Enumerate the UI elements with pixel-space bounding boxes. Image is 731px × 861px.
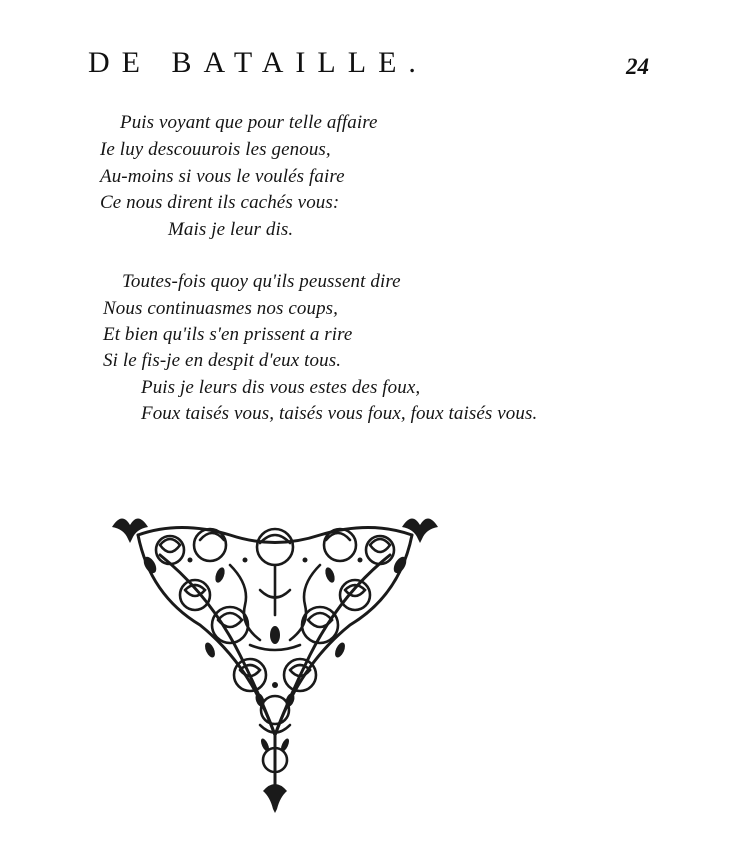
fleuron-ornament-icon bbox=[100, 505, 450, 815]
verse-line: Toutes-fois quoy qu'ils peussent dire bbox=[122, 271, 401, 292]
fleur-de-lis-top-right bbox=[402, 518, 438, 543]
verse-line: Foux taisés vous, taisés vous foux, foux taisés vous. bbox=[141, 403, 538, 424]
fleur-de-lis-bottom bbox=[263, 784, 287, 813]
verse-line: Nous continuasmes nos coups, bbox=[103, 298, 339, 319]
verse-line: Si le fis-je en despit d'eux tous. bbox=[103, 350, 342, 371]
verse-line: Puis je leurs dis vous estes des foux, bbox=[141, 377, 421, 398]
verse-line: Et bien qu'ils s'en prissent a rire bbox=[103, 324, 353, 345]
page-number: 24 bbox=[626, 54, 649, 79]
fleur-de-lis-top-left bbox=[112, 518, 148, 543]
running-title: DE BATAILLE. bbox=[88, 46, 428, 79]
verse-line: Mais je leur dis. bbox=[168, 219, 294, 240]
verse-line: Ie luy descouurois les genous, bbox=[100, 139, 331, 160]
verse-line: Au-moins si vous le voulés faire bbox=[100, 166, 345, 187]
page-header bbox=[0, 0, 731, 110]
verse-line: Ce nous dirent ils cachés vous: bbox=[100, 192, 340, 213]
verse-line: Puis voyant que pour telle affaire bbox=[120, 112, 378, 133]
